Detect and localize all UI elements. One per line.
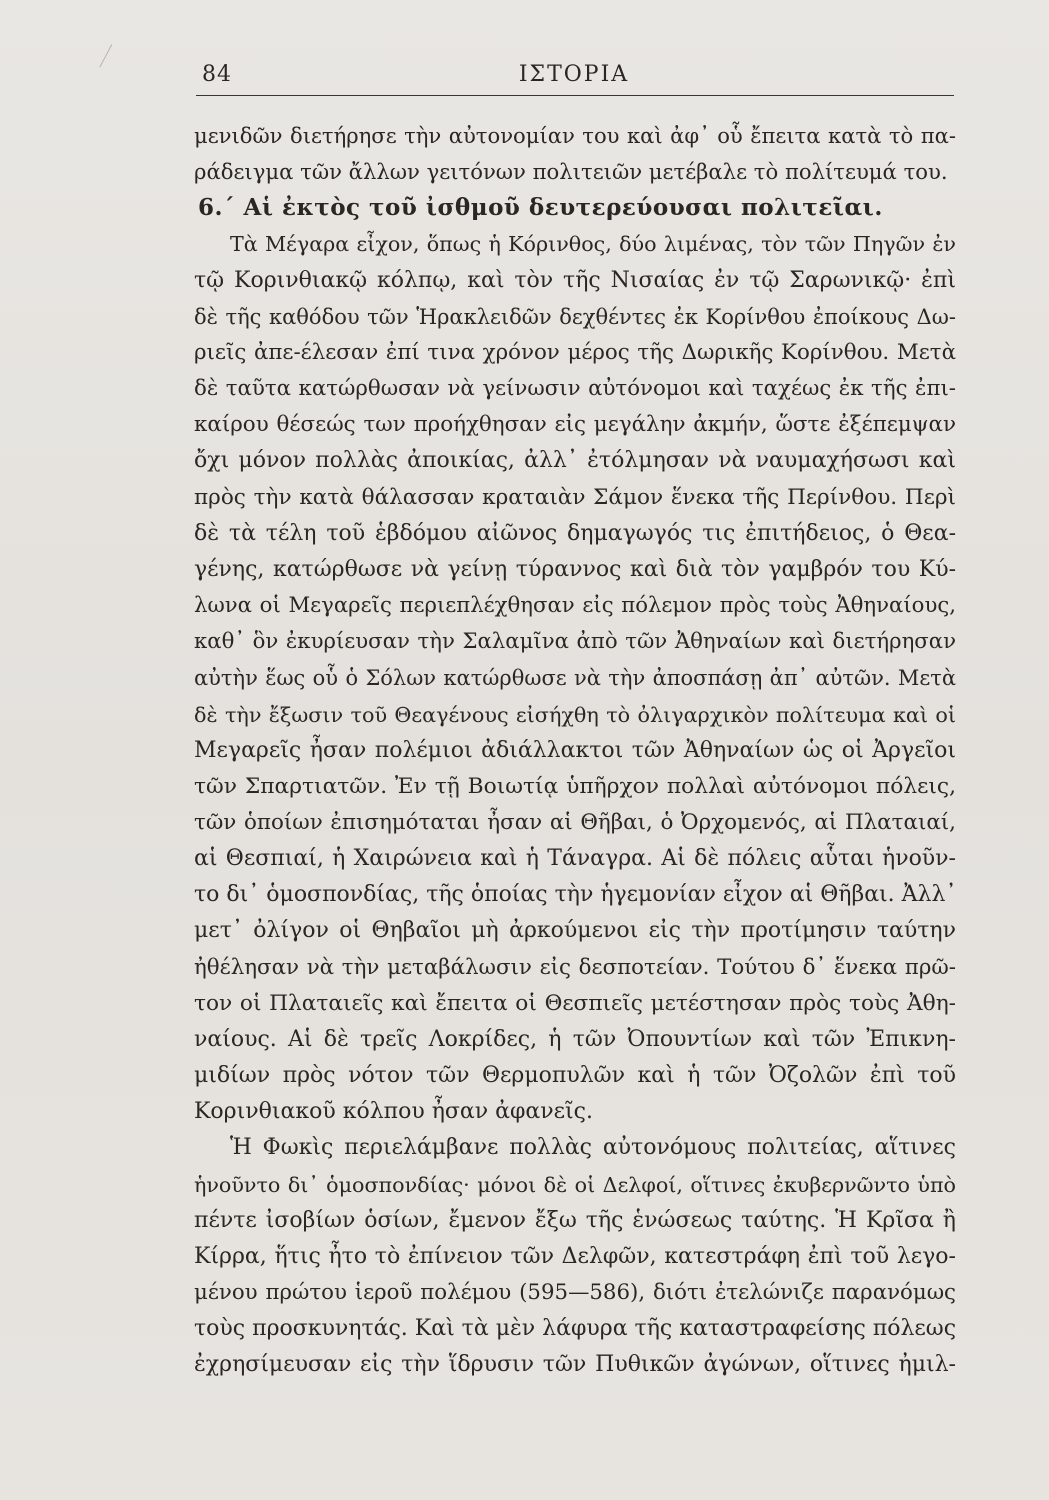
- text-line: τῶν Σπαρτιατῶν. Ἐν τῇ Βοιωτίᾳ ὑπῆρχον πολλαὶ αὐτόνομοι πόλεις,: [194, 773, 956, 799]
- text-line: ριεῖς ἀπε-έλεσαν ἐπί τινα χρόνον μέρος τῆς Δωρικῆς Κορίνθου. Μετὰ: [194, 339, 956, 365]
- text-line: πρὸς τὴν κατὰ θάλασσαν κραταιὰν Σάμον ἕνεκα τῆς Περίνθου. Περὶ: [194, 484, 956, 510]
- text-line: μενιδῶν διετήρησε τὴν αὐτονομίαν του καὶ ἀφ᾽ οὗ ἔπειτα κατὰ τὸ πα-: [194, 123, 956, 148]
- body-text: [194, 118, 956, 1383]
- page-header: [196, 58, 952, 90]
- page-number: 84: [202, 62, 232, 87]
- text-line: το δι᾽ ὁμοσπονδίας, τῆς ὁποίας τὴν ἡγεμονίαν εἶχον αἱ Θῆβαι. Ἀλλ᾽: [194, 882, 957, 908]
- text-line: ὄχι μόνον πολλὰς ἀποικίας, ἀλλ᾽ ἐτόλμησαν νὰ ναυμαχήσωσι καὶ: [194, 448, 956, 474]
- text-line: Τὰ Μέγαρα εἶχον, ὅπως ἡ Κόρινθος, δύο λιμένας, τὸν τῶν Πηγῶν ἐν: [230, 232, 956, 257]
- header-rule: [196, 95, 954, 96]
- text-line: ναίους. Αἱ δὲ τρεῖς Λοκρίδες, ἡ τῶν Ὀπουντίων καὶ τῶν Ἐπικνη-: [194, 1026, 956, 1052]
- text-line: Μεγαρεῖς ἦσαν πολέμιοι ἀδιάλλακτοι τῶν Ἀθηναίων ὡς οἱ Ἀργεῖοι: [194, 737, 956, 763]
- text-line: καίρου θέσεώς των προήχθησαν εἰς μεγάλην ἀκμήν, ὥστε ἐξέπεμψαν: [194, 412, 956, 438]
- text-line: Ἡ Φωκὶς περιελάμβανε πολλὰς αὐτονόμους πολιτείας, αἵτινες: [230, 1135, 956, 1161]
- text-line: λωνα οἱ Μεγαρεῖς περιεπλέχθησαν εἰς πόλεμον πρὸς τοὺς Ἀθηναίους,: [194, 593, 956, 619]
- text-line: δὲ τὰ τέλη τοῦ ἑβδόμου αἰῶνος δημαγωγός τις ἐπιτήδειος, ὁ Θεα-: [194, 520, 956, 546]
- text-line: μιδίων πρὸς νότον τῶν Θερμοπυλῶν καὶ ἡ τῶν Ὀζολῶν ἐπὶ τοῦ: [194, 1063, 956, 1089]
- text-line: ἡνοῦντο δι᾽ ὁμοσπονδίας· μόνοι δὲ οἱ Δελφοί, οἵτινες ἐκυβερνῶντο ὑπὸ: [194, 1172, 956, 1197]
- text-line: μένου πρώτου ἱεροῦ πολέμου (595—586), διότι ἐτελώνιζε παρανόμως: [194, 1280, 956, 1305]
- running-head: ΙΣΤΟΡΙΑ: [518, 62, 630, 87]
- text-line: πέντε ἰσοβίων ὁσίων, ἔμενον ἔξω τῆς ἑνώσεως ταύτης. Ἡ Κρῖσα ἢ: [194, 1207, 956, 1233]
- text-line: μετ᾽ ὀλίγον οἱ Θηβαῖοι μὴ ἀρκούμενοι εἰς τὴν προτίμησιν ταύτην: [194, 918, 956, 944]
- text-line: δὲ τὴν ἔξωσιν τοῦ Θεαγένους εἰσήχθη τὸ ὀλιγαρχικὸν πολίτευμα καὶ οἱ: [194, 702, 956, 727]
- text-line: ἠθέλησαν νὰ τὴν μεταβάλωσιν εἰς δεσποτείαν. Τούτου δ᾽ ἕνεκα πρῶ-: [194, 954, 956, 980]
- text-line: τον οἱ Πλαταιεῖς καὶ ἔπειτα οἱ Θεσπιεῖς μετέστησαν πρὸς τοὺς Ἀθη-: [194, 990, 956, 1016]
- text-line: δὲ ταῦτα κατώρθωσαν νὰ γείνωσιν αὐτόνομοι καὶ ταχέως ἐκ τῆς ἐπι-: [194, 376, 956, 402]
- text-line: τῶν ὁποίων ἐπισημόταται ἦσαν αἱ Θῆβαι, ὁ Ὀρχομενός, αἱ Πλαταιαί,: [194, 809, 956, 835]
- text-line: Κορινθιακοῦ κόλπου ἦσαν ἀφανεῖς.: [194, 1099, 593, 1125]
- text-line: Κίρρα, ἥτις ἦτο τὸ ἐπίνειον τῶν Δελφῶν, κατεστράφη ἐπὶ τοῦ λεγο-: [194, 1243, 956, 1269]
- margin-pencil-mark: [99, 44, 132, 78]
- text-line: τοὺς προσκυνητάς. Καὶ τὰ μὲν λάφυρα τῆς καταστραφείσης πόλεως: [194, 1316, 957, 1342]
- section-heading: 6.΄ Αἱ ἐκτὸς τοῦ ἰσθμοῦ δευτερεύουσαι πολιτεῖαι.: [198, 194, 883, 222]
- text-line: αὐτὴν ἕως οὗ ὁ Σόλων κατώρθωσε νὰ τὴν ἀποσπάσῃ ἀπ᾽ αὐτῶν. Μετὰ: [194, 666, 956, 691]
- text-line: ἐχρησίμευσαν εἰς τὴν ἵδρυσιν τῶν Πυθικῶν ἀγώνων, οἵτινες ἠμιλ-: [194, 1352, 956, 1378]
- text-line: δὲ τῆς καθόδου τῶν Ἡρακλειδῶν δεχθέντες ἐκ Κορίνθου ἐποίκους Δω-: [194, 304, 956, 329]
- text-line: καθ᾽ ὃν ἐκυρίευσαν τὴν Σαλαμῖνα ἀπὸ τῶν Ἀθηναίων καὶ διετήρησαν: [194, 629, 956, 655]
- text-line: γένης, κατώρθωσε νὰ γείνῃ τύραννος καὶ διὰ τὸν γαμβρόν του Κύ-: [194, 556, 956, 582]
- text-line: τῷ Κορινθιακῷ κόλπῳ, καὶ τὸν τῆς Νισαίας ἐν τῷ Σαρωνικῷ· ἐπὶ: [194, 267, 956, 293]
- text-line: αἱ Θεσπιαί, ἡ Χαιρώνεια καὶ ἡ Τάναγρα. Αἱ δὲ πόλεις αὗται ἡνοῦν-: [194, 846, 956, 872]
- text-line: ράδειγμα τῶν ἄλλων γειτόνων πολιτειῶν μετέβαλε τὸ πολίτευμά του.: [194, 159, 948, 185]
